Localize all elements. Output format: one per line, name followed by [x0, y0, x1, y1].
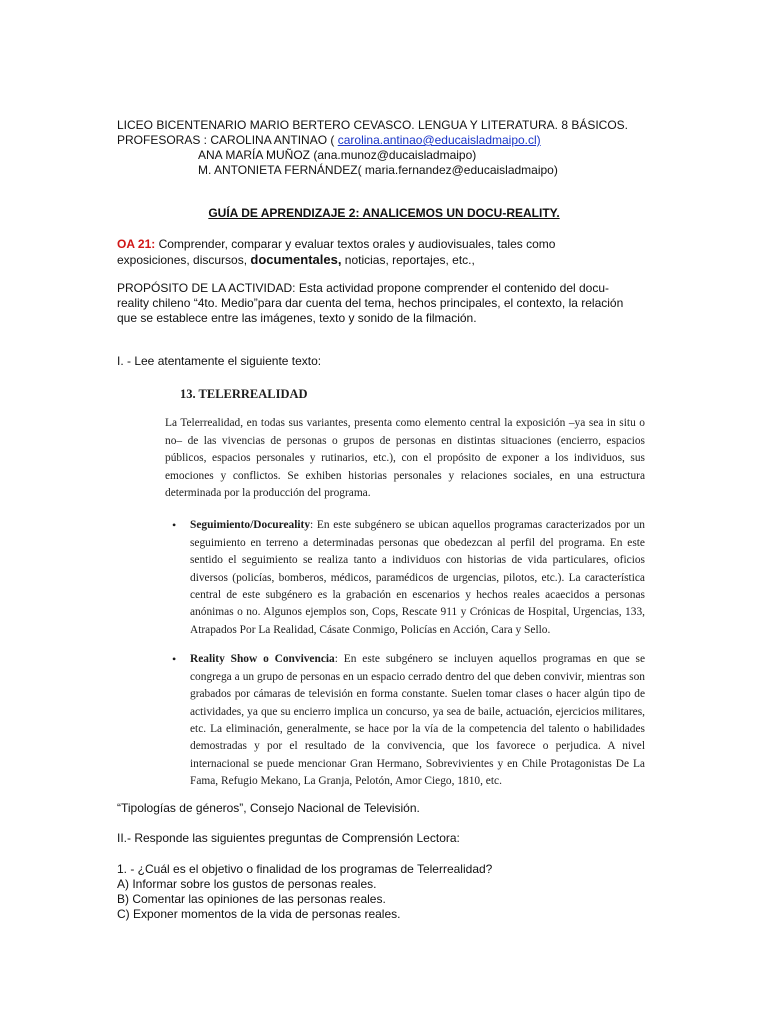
school-name-line: LICEO BICENTENARIO MARIO BERTERO CEVASCO. LENGUA Y LITERATURA. 8 BÁSICOS. [117, 118, 629, 132]
excerpt-title: 13. TELERREALIDAD [180, 387, 308, 401]
option-b: B) Comentar las opiniones de las personas reales. [117, 892, 386, 906]
learning-objective [117, 237, 597, 268]
option-c: C) Exponer momentos de la vida de personas reales. [117, 907, 401, 921]
excerpt-item-docureality [190, 517, 645, 639]
teacher-line-3: M. ANTONIETA FERNÁNDEZ( maria.fernandez@educaisladmaipo) [198, 163, 558, 177]
excerpt-list [165, 517, 645, 790]
item-term: Reality Show o Convivencia [190, 653, 335, 666]
item-text: : En este subgénero se ubican aquellos programas caracterizados por un seguimiento en terreno a determinadas personas que obedezcan al perfil del programa. En este sentido el seguimiento se realiza tanto a individuos con historias de vida particulares, oficios diversos (policías, bomberos, médicos, paramédicos de urgencias, pilotos, etc.). La característica central de este subgénero es la grabación en escenarios y hechos reales acaecidos a personas anónimas o no. Algunos ejemplos son, Cops, Rescate 911 y Crónicas de Hospital, Urgencias, 133, Atrapados Por La Realidad, Cásate Conmigo, Policías en Acción, Cara y Sello. [190, 519, 645, 636]
oa-label: OA 21: [117, 237, 156, 251]
excerpt-item-reality-show [190, 651, 645, 790]
question-1 [117, 862, 492, 922]
oa-text-1: Comprender, comparar y evaluar textos orales y audiovisuales, tales como exposiciones, discursos, [117, 237, 556, 267]
oa-bold-word: documentales, [250, 252, 342, 267]
activity-purpose: PROPÓSITO DE LA ACTIVIDAD: Esta actividad propone comprender el contenido del docu-reality chileno “4to. Medio”para dar cuenta del tema, hechos principales, el contexto, la relación que se establece entre las imágenes, texto y sonido de la filmación. [117, 281, 624, 325]
source-citation: “Tipologías de géneros”, Consejo Nacional de Televisión. [117, 801, 420, 815]
item-text: : En este subgénero se incluyen aquellos programas en que se congrega a un grupo de personas en un espacio cerrado dentro del que deben convivir, mientras son grabados por cámaras de televisión en forma constante. Suelen tomar clases o hacer algún tipo de actividades, ya que su encierro implica un concurso, ya sea de baile, actuación, ejercicios militares, etc. La eliminación, generalmente, se hace por la vía de la competencia del talento o habilidades demostradas y por el resultado de la convivencia, que los favorece o perjudica. A nivel internacional se puede mencionar Gran Hermano, Sobrevivientes y en Chile Protagonistas De La Fama, Refugio Mekano, La Granja, Pelotón, Amor Ciego, 1810, etc. [190, 653, 645, 788]
scanned-excerpt [165, 386, 645, 803]
question-1-stem [117, 862, 492, 877]
item-term: Seguimiento/Docureality [190, 519, 311, 532]
excerpt-intro: La Telerrealidad, en todas sus variantes, presenta como elemento central la exposición –ya sea in situ o no– de las vivencias de personas o grupos de personas en distintas situaciones (encierro, espacios públicos, espacios personales y rutinarios, etc.), con el propósito de exponer a los individuos, sus emociones y conflictos. Se exhiben historias personales y relaciones sociales, en una estructura determinada por la producción del programa. [165, 417, 645, 500]
question-number: 1. [117, 862, 128, 876]
teacher-line-2: ANA MARÍA MUÑOZ (ana.munoz@ducaisladmaipo) [198, 148, 477, 162]
teachers-line [117, 133, 717, 148]
teacher-email-link[interactable]: carolina.antinao@educaisladmaipo.cl) [337, 133, 541, 147]
section-1-heading: I. - Lee atentamente el siguiente texto: [117, 354, 322, 368]
option-a: A) Informar sobre los gustos de personas reales. [117, 877, 377, 891]
oa-text-2: noticias, reportajes, etc., [341, 253, 475, 267]
school-header [117, 118, 717, 178]
question-text: - ¿Cuál es el objetivo o finalidad de los programas de Telerrealidad? [127, 862, 493, 876]
teachers-prefix: PROFESORAS : CAROLINA ANTINAO ( [117, 133, 338, 147]
section-2-heading: II.- Responde las siguientes preguntas de Comprensión Lectora: [117, 831, 460, 845]
guide-title: GUÍA DE APRENDIZAJE 2: ANALICEMOS UN DOCU-REALITY. [208, 206, 560, 220]
